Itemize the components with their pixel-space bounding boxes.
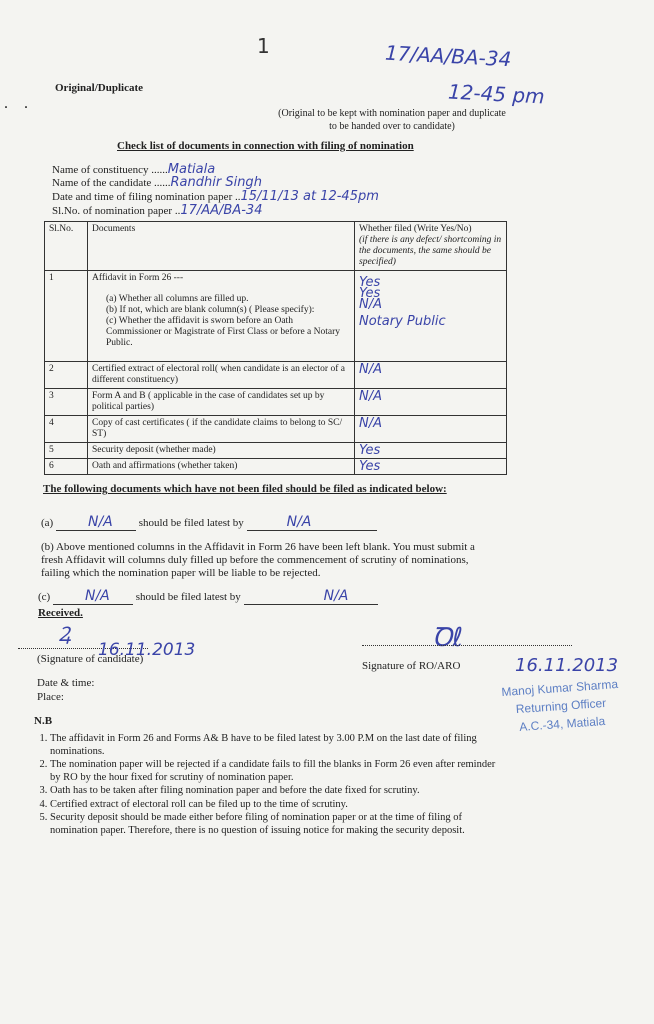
row-document: Security deposit (whether made) [88,443,355,459]
item-a-value: N/A [87,514,113,530]
candidate-signature-mark: Ꝝ [58,622,71,646]
ro-signature-date: 16.11.2013 [515,655,619,676]
field-value: 17/AA/BA-34 [180,203,263,218]
item-c-by-blank [244,588,378,605]
sub-item: (c) Whether the affidavit is sworn before an Oath Commissioner or Magistrate of First Class or before a Notary Public. [106,316,341,348]
row-document-title: Affidavit in Form 26 --- [92,273,184,283]
field-label: Sl.No. of nomination paper [52,205,173,217]
answer-text: Yes [359,286,381,301]
copy-note: (Original to be kept with nomination paper and duplicate to be handed over to candidate) [278,108,506,132]
list-item: 5. Security deposit should be made either before filing of nomination paper or at the time of filing of nomination paper. Therefore, there is no question of issuing notice for making the security deposit. [50,812,496,837]
table-row [45,389,507,416]
item-a-text: should be filed latest by [138,517,244,529]
list-item: 1. The affidavit in Form 26 and Forms A& B have to be filed latest by 3.00 P.M on the last date of filing nominations. [50,733,496,758]
field-label: Name of constituency [52,164,149,176]
margin-dots: . . [4,95,34,112]
item-a-by: N/A [286,514,312,530]
answer-text: Notary Public [359,314,446,329]
list-item: 4. Certified extract of electoral roll can be filed up to the time of scrutiny. [50,799,496,812]
row-document: Oath and affirmations (whether taken) [88,459,355,475]
ro-signature-label: Signature of RO/ARO [362,660,461,672]
row-document: Certified extract of electoral roll( when candidate is an elector of a different constituency) [88,362,355,389]
row-answer: N/A [355,389,507,416]
table-row [45,416,507,443]
table-row [45,362,507,389]
list-item: 2. The nomination paper will be rejected if a candidate fails to fill the blanks in Form 26 even after reminder by RO by the hour fixed for scrutiny of nomination paper. [50,759,496,784]
row-answer: N/A [355,362,507,389]
header-sl: Sl.No. [45,222,88,271]
sub-item: (a) Whether all columns are filled up. [106,294,249,304]
candidate-signature-label: (Signature of candidate) [37,653,144,665]
table-row [45,271,507,362]
header-filed [355,222,507,271]
form-title: Check list of documents in connection with filing of nomination [117,140,414,152]
item-c-text: should be filed latest by [135,591,241,603]
row-sl: 6 [45,459,88,475]
item-a [41,514,377,531]
nb-heading: N.B [34,715,53,727]
row-sl: 4 [45,416,88,443]
nb-list [38,733,496,838]
row-answer [355,271,507,362]
table-header-row [45,222,507,271]
table-row [45,459,507,475]
field-candidate: Name of the candidate ......Randhir Singh [52,175,262,190]
sub-item: (b) If not, which are blank column(s) ( Please specify): [106,305,315,315]
row-sl: 2 [45,362,88,389]
candidate-signature-date: 16.11.2013 [98,640,196,660]
following-heading: The following documents which have not been filed should be filed as indicated below: [43,483,447,495]
copy-label: Original/Duplicate [55,82,143,94]
place-label: Place: [37,691,64,703]
page-number: 1 [257,34,270,58]
item-a-label: (a) [41,517,54,529]
item-c-by: N/A [323,588,349,604]
stamp-line: Manoj Kumar Sharma [501,676,619,700]
official-stamp [489,674,632,738]
field-constituency: Name of constituency ......Matiala [52,162,216,177]
field-date-time: Date and time of filing nomination paper ..15/11/13 at 12-45pm [52,189,379,204]
ro-signature-line [362,645,572,646]
row-document: Form A and B ( applicable in the case of candidates set up by political parties) [88,389,355,416]
header-documents: Documents [88,222,355,271]
row-answer: Yes [355,443,507,459]
row-sl: 3 [45,389,88,416]
row-answer: N/A [355,416,507,443]
handwritten-time: 12-45 pm [447,79,546,109]
handwritten-reference: 17/AA/BA-34 [384,40,512,72]
stamp-line: Returning Officer [515,695,607,717]
table-row [45,443,507,459]
row-document [88,271,355,362]
received-label: Received. [38,607,83,619]
item-a-by-blank [247,514,377,531]
row-answer: Yes [355,459,507,475]
item-c-blank [53,588,133,605]
item-a-blank [56,514,136,531]
item-b: (b) Above mentioned columns in the Affidavit in Form 26 have been left blank. You must submit a fresh Affidavit will columns duly filled up before the commencement of scrutiny of nominations, failing which the nomination paper will be liable to be rejected. [41,541,475,579]
row-document: Copy of cast certificates ( if the candidate claims to belong to SC/ ST) [88,416,355,443]
header-filed-label: Whether filed (Write Yes/No) [359,224,472,234]
field-serial: Sl.No. of nomination paper ..17/AA/BA-34 [52,203,263,218]
stamp-line: A.C.-34, Matiala [518,713,606,734]
answer-text: Yes [359,275,381,290]
item-c-label: (c) [38,591,51,603]
field-label: Date and time of filing nomination paper [52,191,233,203]
ro-signature-mark: Ꝺℓ [432,623,463,653]
date-time-label: Date & time: [37,677,95,689]
date-place-block [37,676,94,704]
documents-table [44,221,507,475]
row-sl: 5 [45,443,88,459]
item-c-value: N/A [84,588,110,604]
item-c [38,588,378,605]
row-sl: 1 [45,271,88,362]
header-filed-note: (if there is any defect/ shortcoming in the documents, the same should be specified) [359,235,502,267]
field-value: 15/11/13 at 12-45pm [240,189,379,204]
field-value: Matiala [167,162,216,177]
field-value: Randhir Singh [170,175,262,190]
answer-text: N/A [359,297,382,312]
field-label: Name of the candidate [52,177,152,189]
list-item: 3. Oath has to be taken after filing nomination paper and before the date fixed for scrutiny. [50,785,496,798]
